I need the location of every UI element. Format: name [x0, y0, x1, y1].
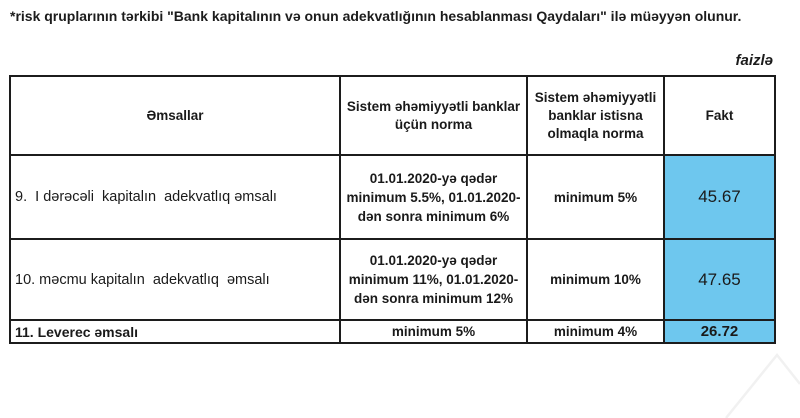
header-nonsystemic-norm: Sistem əhəmiyyətli banklar istisna olmaqla norma — [527, 76, 664, 155]
row-name-cell: 10. məcmu kapitalın adekvatlıq əmsalı — [10, 239, 340, 320]
row-nonsysnorm-cell: minimum 4% — [527, 320, 664, 343]
header-emsallar: Əmsallar — [10, 76, 340, 155]
header-fakt: Fakt — [664, 76, 775, 155]
table-row-tier1-capital — [10, 155, 775, 239]
capital-adequacy-table — [9, 75, 776, 344]
table-row-total-capital — [10, 239, 775, 320]
row-name-cell: 11. Leverec əmsalı — [10, 320, 340, 343]
unit-label-faizle: faizlə — [735, 52, 773, 69]
table-header-row — [10, 76, 775, 155]
row-fact-cell: 45.67 — [664, 155, 775, 239]
row-fact-cell: 26.72 — [664, 320, 775, 343]
row-sysnorm-cell: 01.01.2020-yə qədər minimum 11%, 01.01.2020-dən sonra minimum 12% — [340, 239, 527, 320]
row-sysnorm-cell: minimum 5% — [340, 320, 527, 343]
row-name-cell: 9. I dərəcəli kapitalın adekvatlıq əmsalı — [10, 155, 340, 239]
watermark-triangle-lines — [718, 350, 800, 418]
row-sysnorm-cell: 01.01.2020-yə qədər minimum 5.5%, 01.01.2020-dən sonra minimum 6% — [340, 155, 527, 239]
row-fact-cell: 47.65 — [664, 239, 775, 320]
risk-groups-note: *risk qruplarının tərkibi "Bank kapitalının və onun adekvatlığının hesablanması Qaydaları" ilə müəyyən olunur. — [10, 8, 742, 24]
header-systemic-norm: Sistem əhəmiyyətli banklar üçün norma — [340, 76, 527, 155]
row-nonsysnorm-cell: minimum 10% — [527, 239, 664, 320]
row-nonsysnorm-cell: minimum 5% — [527, 155, 664, 239]
table-row-leverage — [10, 320, 775, 343]
